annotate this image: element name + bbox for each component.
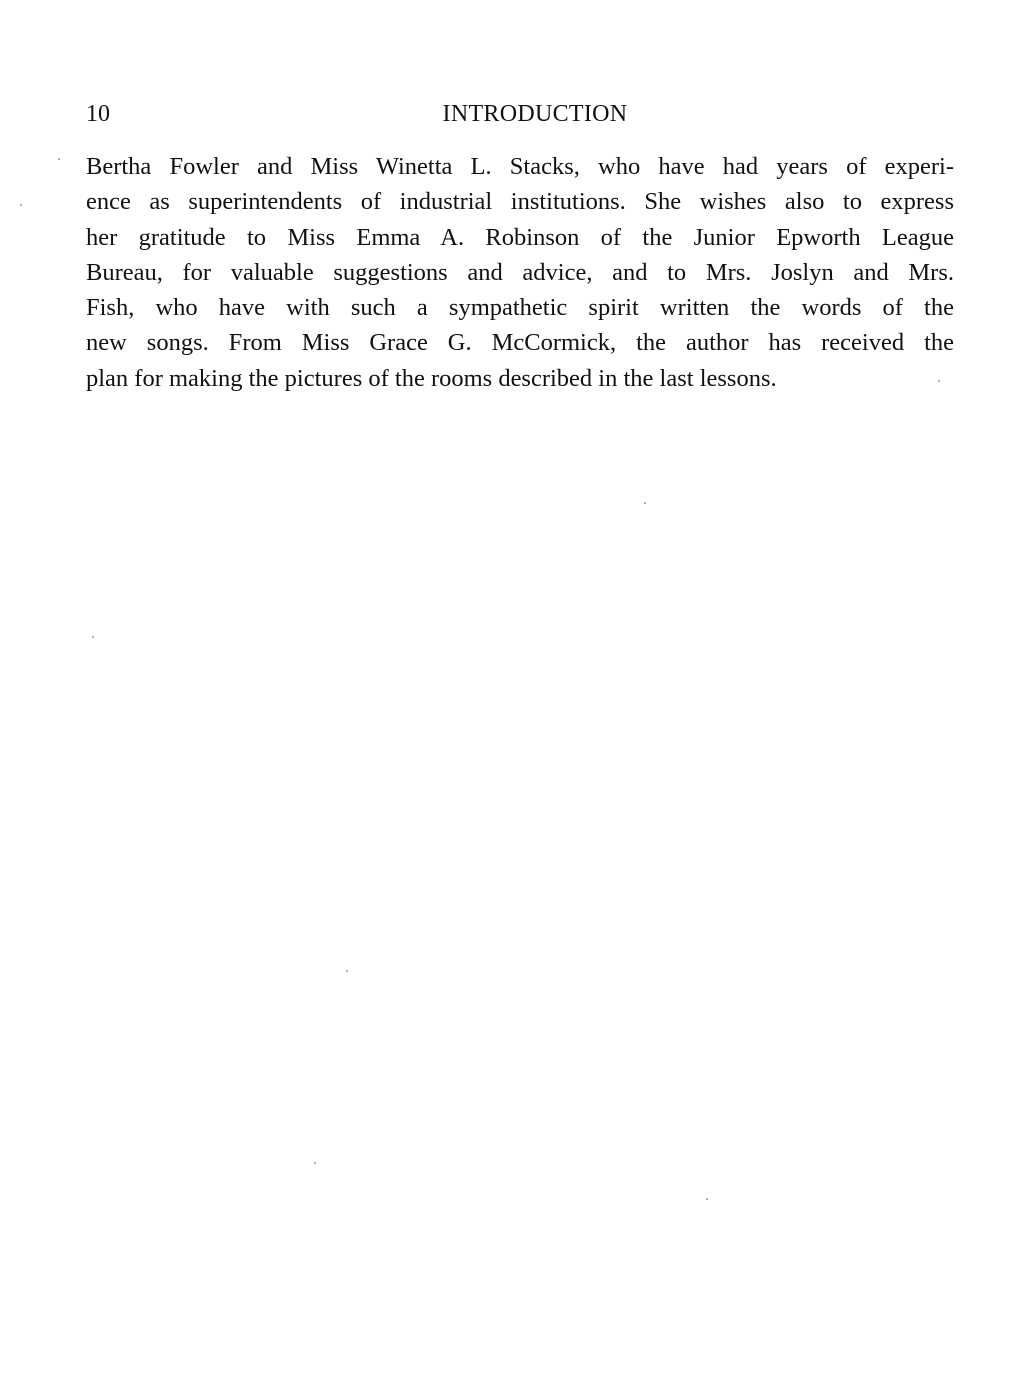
- text-line: new songs. From Miss Grace G. McCormick, the author has received the: [86, 329, 954, 357]
- print-speck: [92, 636, 94, 638]
- print-speck: [706, 1198, 708, 1200]
- text-line: Bureau, for valuable suggestions and advice, and to Mrs. Joslyn and Mrs.: [86, 258, 954, 286]
- page-number: 10: [86, 101, 110, 127]
- print-speck: [314, 1162, 316, 1164]
- body-paragraph: [86, 149, 954, 396]
- text-line: Bertha Fowler and Miss Winetta L. Stacks, who have had years of experi-: [86, 153, 954, 180]
- running-head: [86, 98, 954, 130]
- print-speck: [644, 502, 646, 504]
- print-speck: [346, 970, 348, 972]
- print-speck: [58, 158, 60, 160]
- text-line: ence as superintendents of industrial institutions. She wishes also to express: [86, 188, 954, 216]
- text-line: plan for making the pictures of the rooms described in the last lessons.: [86, 364, 777, 392]
- running-title: INTRODUCTION: [442, 101, 628, 127]
- print-speck: [938, 380, 940, 382]
- text-line: her gratitude to Miss Emma A. Robinson of the Junior Epworth League: [86, 223, 954, 251]
- print-speck: [20, 204, 22, 206]
- text-line: Fish, who have with such a sympathetic spirit written the words of the: [86, 294, 954, 322]
